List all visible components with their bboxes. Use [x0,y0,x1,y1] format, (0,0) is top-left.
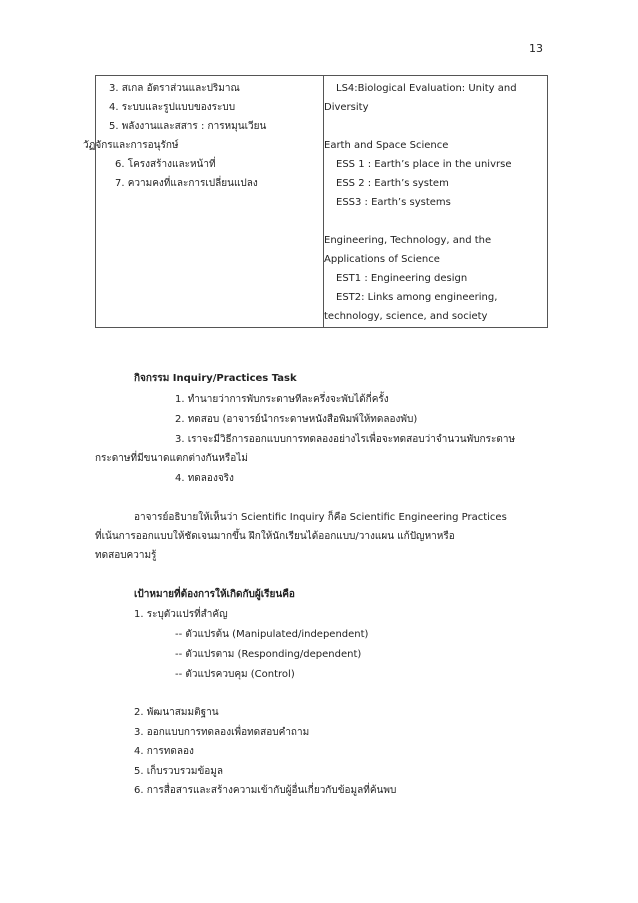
activity-title: กิจกรรม Inquiry/Practices Task [134,373,297,384]
right-cell-line: EST2: Links among engineering, [336,292,498,303]
goal-item: 4. การทดลอง [134,746,194,757]
right-cell-line: Engineering, Technology, and the [324,235,492,246]
left-cell-line: 3. สเกล อัตราส่วนและปริมาณ [109,83,240,94]
right-cell-line: ESS 2 : Earth’s system [336,178,449,189]
activity-item: 2. ทดสอบ (อาจารย์นำกระดาษหนังสือพิมพ์ให้ทดลองพับ) [175,414,418,425]
activity-item-continuation: กระดาษที่มีขนาดแตกต่างกันหรือไม่ [95,453,248,464]
variable-item: -- ตัวแปรต้น (Manipulated/independent) [175,629,369,640]
variable-item: -- ตัวแปรควบคุม (Control) [175,669,295,680]
variable-item: -- ตัวแปรตาม (Responding/dependent) [175,649,362,660]
right-cell-line: technology, science, and society [324,311,488,322]
explanation-line: ที่เน้นการออกแบบให้ชัดเจนมากขึ้น ฝึกให้นักเรียนได้ออกแบบ/วางแผน แก้ปัญหาหรือ [95,531,455,542]
page-number: 13 [529,42,543,55]
right-cell-line: Diversity [324,102,369,113]
goal-item: 2. พัฒนาสมมติฐาน [134,707,219,718]
right-cell-line: Applications of Science [324,254,440,265]
left-cell-line: 6. โครงสร้างและหน้าที่ [115,159,216,170]
goal-item: 3. ออกแบบการทดลองเพื่อทดสอบคำถาม [134,727,310,738]
activity-item: 4. ทดลองจริง [175,473,234,484]
activity-item: 1. ทำนายว่าการพับกระดาษทีละครึ่งจะพับได้กี่ครั้ง [175,394,389,405]
right-cell-line: EST1 : Engineering design [336,273,468,284]
right-cell-line: ESS 1 : Earth’s place in the univrse [336,159,512,170]
left-cell-line: 7. ความคงที่และการเปลี่ยนแปลง [115,178,258,189]
goal-item: 1. ระบุตัวแปรที่สำคัญ [134,609,228,620]
goals-title: เป้าหมายที่ต้องการให้เกิดกับผู้เรียนคือ [134,589,295,600]
goal-item: 6. การสื่อสารและสร้างความเข้ากับผู้อื่นเกี่ยวกับข้อมูลที่ค้นพบ [134,785,397,796]
explanation-line: ทดสอบความรู้ [95,550,157,561]
explanation-line: อาจารย์อธิบายให้เห็นว่า Scientific Inquiry ก็คือ Scientific Engineering Practices [134,512,507,523]
right-cell-line: Earth and Space Science [324,140,449,151]
left-cell-line: 5. พลังงานและสสาร : การหมุนเวียน [109,121,267,132]
right-cell-line: LS4:Biological Evaluation: Unity and [336,83,517,94]
standards-table [83,75,548,328]
right-cell-line: ESS3 : Earth’s systems [336,197,451,208]
left-cell-line: วัฏจักรและการอนุรักษ์ [83,140,179,151]
left-cell-line: 4. ระบบและรูปแบบของระบบ [109,102,236,113]
activity-item: 3. เราจะมีวิธีการออกแบบการทดลองอย่างไรเพื่อจะทดสอบว่าจำนวนพับกระดาษ [175,434,516,445]
goal-item: 5. เก็บรวบรวมข้อมูล [134,766,224,777]
